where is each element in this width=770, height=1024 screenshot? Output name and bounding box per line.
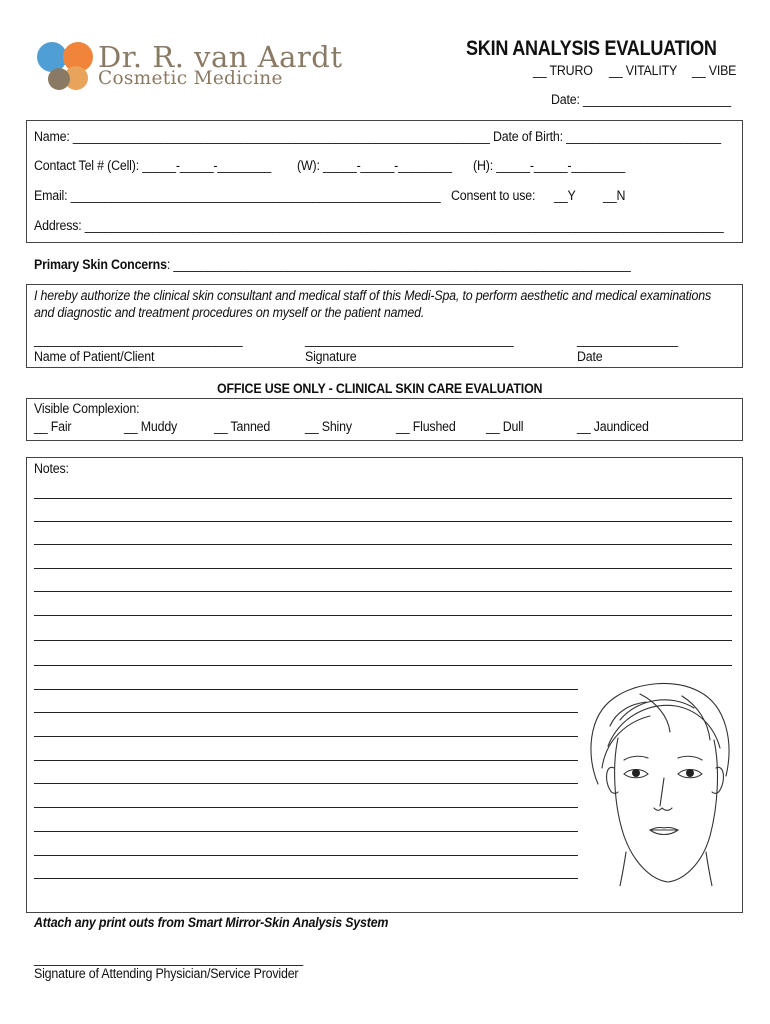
attach-note: Attach any print outs from Smart Mirror-Skin Analysis System xyxy=(34,915,389,930)
home-phone-field[interactable]: (H): _____-_____-________ xyxy=(473,158,626,173)
email-field[interactable]: Email: _______________________________________________________ xyxy=(34,188,441,203)
address-field[interactable]: Address: _______________________________________________________________________________________________ xyxy=(34,218,724,233)
dob-field[interactable]: Date of Birth: _______________________ xyxy=(493,129,721,144)
note-line[interactable] xyxy=(34,831,578,832)
complexion-dull[interactable]: __ Dull xyxy=(486,419,524,434)
note-line[interactable] xyxy=(34,568,732,569)
primary-concerns-blank[interactable]: : ____________________________________________________________________ xyxy=(166,257,631,272)
face-diagram xyxy=(580,676,740,886)
note-line[interactable] xyxy=(34,760,578,761)
note-line[interactable] xyxy=(34,544,732,545)
office-use-heading: OFFICE USE ONLY - CLINICAL SKIN CARE EVALUATION xyxy=(217,381,543,396)
note-line[interactable] xyxy=(34,712,578,713)
complexion-jaundiced[interactable]: __ Jaundiced xyxy=(577,419,649,434)
note-line[interactable] xyxy=(34,855,578,856)
provider-signature-line[interactable]: ________________________________________ xyxy=(34,951,303,966)
date-label: Date xyxy=(577,349,603,364)
left-pupil xyxy=(632,769,640,777)
authorization-text-line2: and diagnostic and treatment procedures on myself or the patient named. xyxy=(34,305,425,320)
primary-concerns-label: Primary Skin Concerns xyxy=(34,257,167,272)
note-line[interactable] xyxy=(34,807,578,808)
logo-line2: Cosmetic Medicine xyxy=(98,68,283,89)
note-line[interactable] xyxy=(34,878,578,879)
note-line[interactable] xyxy=(34,736,578,737)
complexion-fair[interactable]: __ Fair xyxy=(34,419,72,434)
complexion-label: Visible Complexion: xyxy=(34,401,140,416)
note-line[interactable] xyxy=(34,640,732,641)
work-phone-field[interactable]: (W): _____-_____-________ xyxy=(297,158,452,173)
hair-strand3 xyxy=(610,702,646,726)
logo-line1: Dr. R. van Aardt xyxy=(98,40,343,74)
logo xyxy=(36,40,343,92)
consent-label: Consent to use: xyxy=(451,188,536,203)
neck-right xyxy=(706,852,712,886)
provider-signature-label: Signature of Attending Physician/Service Provider xyxy=(34,966,299,981)
primary-concerns-field[interactable] xyxy=(34,257,631,272)
authorization-text-line1: I hereby authorize the clinical skin consultant and medical staff of this Medi-Spa, to perform aesthetic and medical examinations xyxy=(34,288,711,303)
complexion-shiny[interactable]: __ Shiny xyxy=(305,419,352,434)
mouth xyxy=(650,828,678,835)
complexion-tanned[interactable]: __ Tanned xyxy=(214,419,271,434)
page-title: SKIN ANALYSIS EVALUATION xyxy=(466,37,717,60)
option-vitality[interactable]: __ VITALITY xyxy=(609,63,678,78)
patient-name-label: Name of Patient/Client xyxy=(34,349,155,364)
nose xyxy=(654,778,672,810)
complexion-flushed[interactable]: __ Flushed xyxy=(396,419,456,434)
hair-waves xyxy=(608,705,720,748)
consent-yes[interactable]: __Y xyxy=(554,188,576,203)
hair-strand2 xyxy=(682,696,710,740)
left-brow xyxy=(624,756,648,760)
date-line[interactable]: _______________ xyxy=(577,332,678,347)
neck-left xyxy=(620,852,626,886)
option-vibe[interactable]: __ VIBE xyxy=(692,63,737,78)
consent-no[interactable]: __N xyxy=(603,188,626,203)
note-line[interactable] xyxy=(34,591,732,592)
hair-outline xyxy=(591,683,729,784)
note-line[interactable] xyxy=(34,783,578,784)
note-line[interactable] xyxy=(34,615,732,616)
patient-name-line[interactable]: _______________________________ xyxy=(34,332,243,347)
logo-circle-blue xyxy=(37,42,67,72)
option-truro[interactable]: __ TRURO xyxy=(533,63,593,78)
right-brow xyxy=(678,756,702,760)
date-field[interactable]: Date: ______________________ xyxy=(551,92,731,107)
notes-label: Notes: xyxy=(34,461,69,476)
logo-circles-icon xyxy=(36,40,98,92)
note-line[interactable] xyxy=(34,689,578,690)
note-line[interactable] xyxy=(34,521,732,522)
cell-phone-field[interactable]: Contact Tel # (Cell): _____-_____-________ xyxy=(34,158,272,173)
signature-line[interactable]: _______________________________ xyxy=(305,332,514,347)
name-field[interactable]: Name: ______________________________________________________________ xyxy=(34,129,490,144)
signature-label: Signature xyxy=(305,349,357,364)
note-line[interactable] xyxy=(34,665,732,666)
left-ear xyxy=(607,767,618,793)
logo-circle-brown xyxy=(48,68,70,90)
note-line[interactable] xyxy=(34,498,732,499)
complexion-muddy[interactable]: __ Muddy xyxy=(124,419,178,434)
right-pupil xyxy=(686,769,694,777)
